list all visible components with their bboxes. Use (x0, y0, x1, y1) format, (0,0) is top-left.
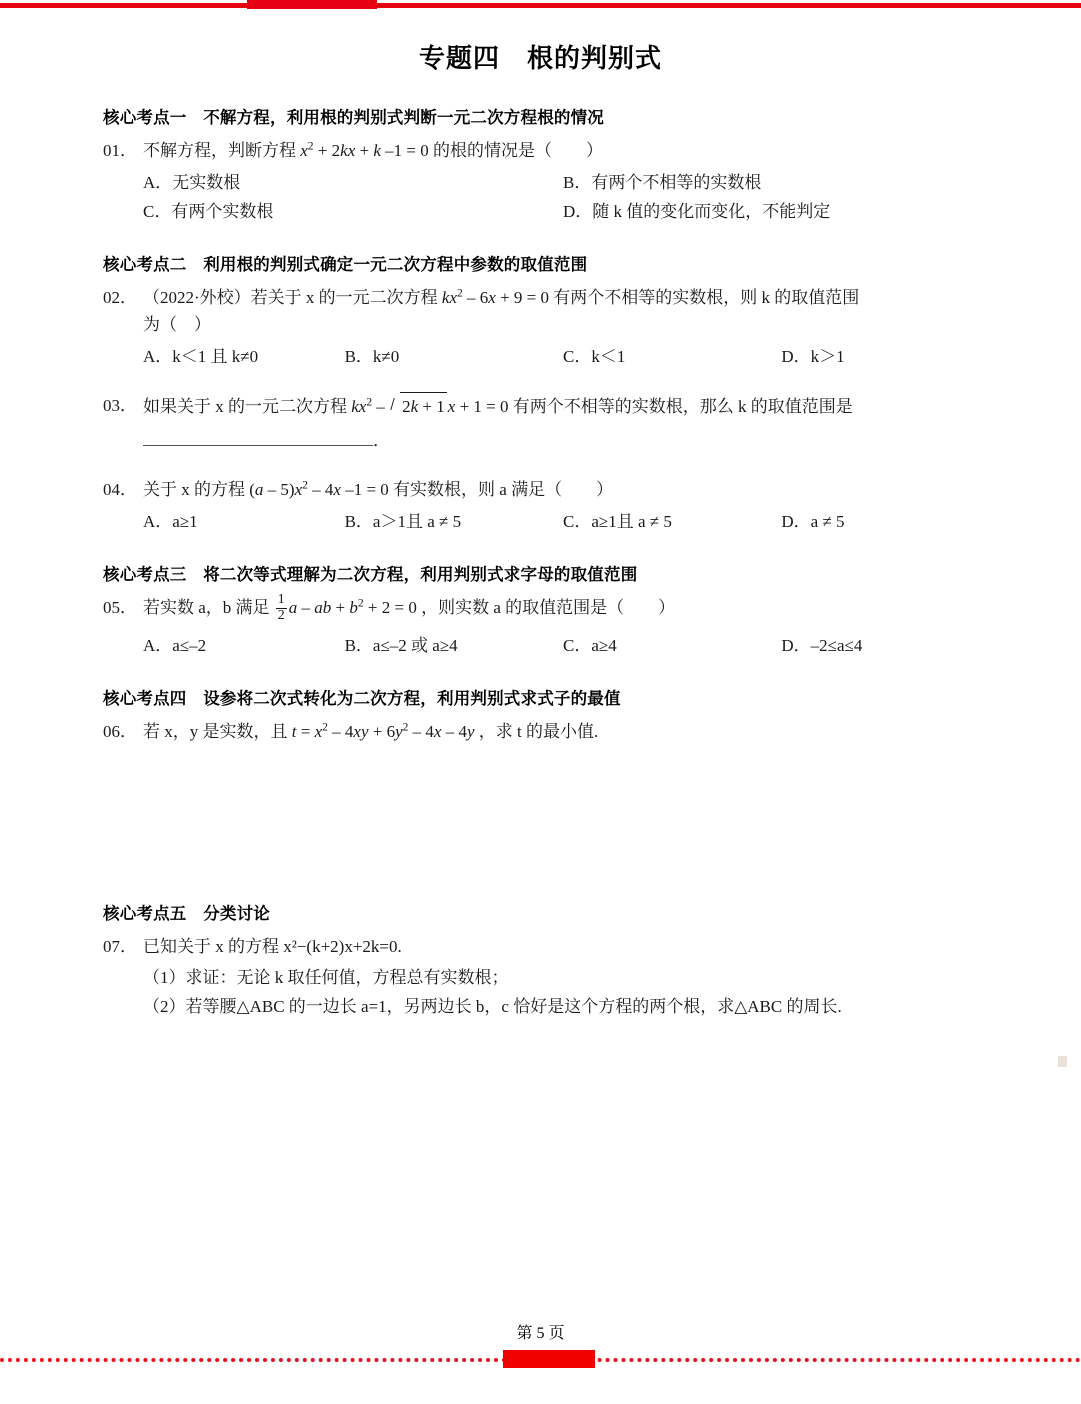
question-stem (143, 284, 983, 339)
question-05 (103, 591, 983, 624)
footer-red-block (503, 1350, 595, 1368)
page-title: 专题四 根的判别式 (418, 44, 662, 74)
option-b[interactable]: B．a≤–2 或 a≥4 (344, 636, 458, 656)
question-stem (143, 718, 983, 746)
stem-text-pre: 不解方程，判断方程 (143, 141, 296, 160)
section-heading-1: 核心考点一 不解方程，利用根的判别式判断一元二次方程根的情况 (103, 108, 604, 127)
question-number: 02． (103, 287, 137, 307)
option-c[interactable]: C．有两个实数根 (143, 201, 274, 221)
question-07-part-1: （1）求证：无论 k 取任何值，方程总有实数根； (143, 968, 509, 988)
stem-text-post: ，则实数 a 的取值范围是（ ） (421, 597, 676, 617)
option-b[interactable]: B．a＞1且 a ≠ 5 (344, 511, 462, 531)
question-06 (103, 718, 983, 746)
question-stem (143, 392, 983, 454)
worksheet-content (103, 104, 983, 1022)
stem-text-pre: 若 x，y 是实数，且 (143, 722, 288, 742)
question-04 (103, 476, 983, 504)
answer-workspace-06[interactable] (103, 750, 983, 900)
question-03 (103, 392, 983, 454)
options-02 (143, 343, 983, 370)
question-01 (103, 137, 983, 165)
stem-text-post: 的根的情况是（ ） (433, 141, 603, 160)
option-b[interactable]: B．有两个不相等的实数根 (563, 172, 762, 192)
page-edge-artifact (1058, 1056, 1067, 1067)
stem-text-post: 有两个不相等的实数根，则 k 的取值范围 (553, 287, 860, 307)
option-d[interactable]: D．随 k 值的变化而变化，不能判定 (563, 201, 831, 221)
equation-04: $(a - 5)x^2 - 4x$ –1 = 0 (249, 478, 389, 500)
question-number: 06． (103, 722, 137, 742)
options-01-row2 (143, 198, 983, 225)
answer-blank-03[interactable] (143, 429, 373, 446)
option-a[interactable]: A．无实数根 (143, 172, 241, 192)
question-number: 05． (103, 597, 137, 617)
section-heading-4: 核心考点四 设参将二次式转化为二次方程，利用判别式求式子的最值 (103, 689, 621, 709)
section-heading-2: 核心考点二 利用根的判别式确定一元二次方程中参数的取值范围 (103, 254, 588, 274)
equation-05: $\frac{1}{2}$ a – ab + $b^2 + 2 = 0$ (277, 591, 417, 623)
page-footer (0, 1320, 1081, 1343)
stem-text-pre: （2022·外校）若关于 x 的一元二次方程 (143, 287, 438, 307)
question-number: 01． (103, 141, 137, 160)
page-number-label: 第 5 页 (516, 1325, 565, 1342)
stem-text-post: ，求 t 的最小值. (478, 722, 599, 742)
option-a[interactable]: A．a≥1 (143, 511, 198, 531)
option-b[interactable]: B．k≠0 (344, 346, 400, 366)
stem-text-line2: 为（ ） (143, 315, 211, 335)
option-c[interactable]: C．a≥4 (562, 636, 617, 656)
question-stem (143, 476, 983, 504)
options-05 (143, 632, 983, 659)
question-stem: 已知关于 x 的方程 x²−(k+2)x+2k=0. (143, 936, 402, 956)
option-c[interactable]: C．k＜1 (562, 346, 626, 366)
option-c[interactable]: C．a≥1且 a ≠ 5 (562, 511, 672, 531)
options-04 (143, 508, 983, 535)
option-d[interactable]: D．k＞1 (781, 346, 845, 366)
option-a[interactable]: A．k＜1 且 k≠0 (143, 346, 259, 366)
question-number: 03． (103, 396, 137, 416)
question-07 (103, 933, 983, 961)
question-number: 07． (103, 936, 137, 956)
option-d[interactable]: D．a ≠ 5 (781, 511, 845, 531)
stem-text-post: 有实数根，则 a 满足（ ） (393, 480, 614, 500)
equation-02: $kx^2 - 6x + 9 = 0$ (441, 286, 550, 307)
question-stem (143, 591, 983, 624)
stem-text-pre: 关于 x 的方程 (143, 480, 245, 500)
question-stem (143, 137, 983, 165)
equation-01: $x^2 + 2kx + k$ –1 = 0 (300, 139, 429, 160)
option-d[interactable]: D．–2≤a≤4 (781, 636, 863, 656)
answer-period: ． (373, 430, 390, 450)
options-01 (143, 169, 983, 196)
stem-text-pre: 若实数 a，b 满足 (143, 597, 270, 617)
option-a[interactable]: A．a≤–2 (143, 636, 207, 656)
section-heading-3: 核心考点三 将二次等式理解为二次方程，利用判别式求字母的取值范围 (103, 564, 638, 584)
stem-text-post: 有两个不相等的实数根，那么 k 的取值范围是 (512, 397, 853, 417)
question-07-part-2: （2）若等腰△ABC 的一边长 a=1，另两边长 b，c 恰好是这个方程的两个根，求△ABC 的周长. (143, 996, 842, 1016)
question-number: 04． (103, 480, 137, 500)
question-02 (103, 284, 983, 339)
stem-text-pre: 如果关于 x 的一元二次方程 (143, 397, 347, 417)
equation-03: $kx^2 - 2k + 1$ x + 1 = 0 (351, 397, 508, 416)
section-heading-5: 核心考点五 分类讨论 (103, 903, 270, 923)
equation-06: $t = x^2 - 4xy + 6y^2 - 4x - 4y$ (291, 720, 475, 742)
